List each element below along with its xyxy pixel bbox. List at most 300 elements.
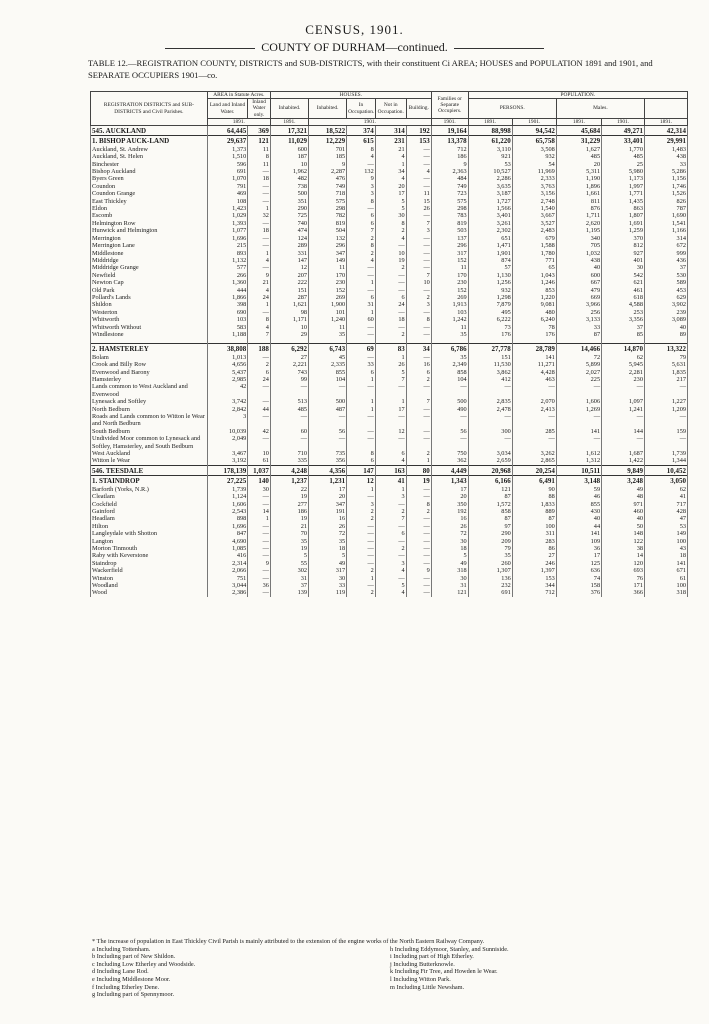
district-name: Crook and Billy Row xyxy=(91,361,208,368)
value-cell: 4 xyxy=(375,235,406,242)
value-cell: 147 xyxy=(270,257,308,264)
value-cell: 2 xyxy=(347,589,376,596)
value-cell: 298 xyxy=(309,205,347,212)
value-cell: 1 xyxy=(375,486,406,493)
value-cell: 2 xyxy=(248,361,271,368)
value-cell: 27 xyxy=(512,552,556,559)
value-cell: 672 xyxy=(644,242,687,249)
value-cell: 705 xyxy=(556,242,601,249)
year-houses-1901: 1901. xyxy=(309,118,432,125)
value-cell: 1,739 xyxy=(207,486,248,493)
value-cell: 16 xyxy=(309,515,347,522)
value-cell: 4 xyxy=(347,257,376,264)
value-cell: 504 xyxy=(309,227,347,234)
value-cell: — xyxy=(644,435,687,450)
table-row xyxy=(91,428,688,435)
value-cell: 72 xyxy=(309,530,347,537)
table-row xyxy=(91,508,688,515)
value-cell: 21 xyxy=(375,146,406,153)
value-cell: 1,423 xyxy=(207,205,248,212)
value-cell: — xyxy=(406,235,431,242)
footnote-item: l Including Witton Park. xyxy=(390,975,451,983)
value-cell: 863 xyxy=(602,205,645,212)
value-cell: 33 xyxy=(556,324,601,331)
value-cell: 4 xyxy=(375,153,406,160)
value-cell: 8 xyxy=(347,198,376,205)
value-cell: 858 xyxy=(431,369,468,376)
footnote-item: d Including Lane Rod. xyxy=(92,968,149,976)
table-head xyxy=(91,92,688,126)
year-families: 1901. xyxy=(431,118,468,125)
value-cell: 1,242 xyxy=(431,316,468,323)
district-name: North Bedburn xyxy=(91,406,208,413)
value-cell: 29,991 xyxy=(644,136,687,146)
value-cell: 771 xyxy=(512,257,556,264)
value-cell: 10,039 xyxy=(207,428,248,435)
value-cell: 1,526 xyxy=(644,190,687,197)
value-cell: 74 xyxy=(556,575,601,582)
value-cell: 2,620 xyxy=(556,220,601,227)
table-row xyxy=(91,168,688,175)
rule-right xyxy=(454,48,544,49)
value-cell: 10,452 xyxy=(644,465,687,475)
value-cell: 362 xyxy=(431,457,468,465)
value-cell: 651 xyxy=(468,235,512,242)
value-cell: 1 xyxy=(347,309,376,316)
value-cell: 18 xyxy=(248,227,271,234)
value-cell: 8 xyxy=(248,316,271,323)
district-name: Binchester xyxy=(91,161,208,168)
value-cell: 42 xyxy=(248,428,271,435)
value-cell: 38,808 xyxy=(207,344,248,354)
value-cell: 1 xyxy=(248,250,271,257)
value-cell: 5,286 xyxy=(644,168,687,175)
table-row xyxy=(91,560,688,567)
value-cell: 108 xyxy=(207,198,248,205)
footnote-item: j Including Butterknowle. xyxy=(390,960,455,968)
value-cell: 1,043 xyxy=(512,272,556,279)
value-cell: 136 xyxy=(468,575,512,582)
value-cell: 99 xyxy=(270,376,308,383)
value-cell: 782 xyxy=(309,212,347,219)
value-cell: 90 xyxy=(512,486,556,493)
value-cell: 62 xyxy=(602,354,645,361)
district-name: Gainford xyxy=(91,508,208,515)
value-cell: — xyxy=(347,264,376,271)
year-persons-1901: 1901. xyxy=(512,118,556,125)
value-cell: 15 xyxy=(406,198,431,205)
value-cell: 1,097 xyxy=(602,398,645,405)
table-row xyxy=(91,567,688,574)
value-cell: — xyxy=(406,287,431,294)
value-cell: 87 xyxy=(512,515,556,522)
value-cell: 302 xyxy=(270,567,308,574)
district-name: Whitworth xyxy=(91,316,208,323)
value-cell: 347 xyxy=(309,250,347,257)
value-cell: 1,132 xyxy=(207,257,248,264)
value-cell: 480 xyxy=(512,309,556,316)
value-cell: 21 xyxy=(270,523,308,530)
value-cell: — xyxy=(556,435,601,450)
value-cell: 723 xyxy=(431,190,468,197)
value-cell: — xyxy=(556,383,601,398)
value-cell: 19 xyxy=(270,515,308,522)
col-males: Males. xyxy=(556,99,644,119)
value-cell: 927 xyxy=(602,250,645,257)
value-cell: 151 xyxy=(468,354,512,361)
value-cell: 17 xyxy=(375,406,406,413)
value-cell: 289 xyxy=(270,242,308,249)
value-cell: 667 xyxy=(556,279,601,286)
col-not-in-occupation: Not in Occupation. xyxy=(375,99,406,119)
year-males-1891: 1891. xyxy=(556,118,601,125)
value-cell: 2,865 xyxy=(512,457,556,465)
value-cell: 1,269 xyxy=(556,406,601,413)
value-cell: 61 xyxy=(248,457,271,465)
value-cell: 1,896 xyxy=(556,183,601,190)
value-cell: 42,314 xyxy=(644,126,687,136)
value-cell: 147 xyxy=(347,465,376,475)
value-cell: 239 xyxy=(644,309,687,316)
value-cell: 35 xyxy=(431,354,468,361)
value-cell: 19 xyxy=(270,545,308,552)
value-cell: 2 xyxy=(347,250,376,257)
value-cell: 575 xyxy=(309,198,347,205)
value-cell: — xyxy=(248,220,271,227)
value-cell: 34 xyxy=(406,344,431,354)
table-row xyxy=(91,369,688,376)
value-cell: 8 xyxy=(347,450,376,457)
table-row xyxy=(91,398,688,405)
value-cell: 38 xyxy=(602,545,645,552)
district-name: Windlestone xyxy=(91,331,208,338)
value-cell: — xyxy=(248,545,271,552)
value-cell: 100 xyxy=(512,523,556,530)
value-cell: 436 xyxy=(644,257,687,264)
value-cell: — xyxy=(406,552,431,559)
value-cell: 11 xyxy=(248,146,271,153)
value-cell: 5,437 xyxy=(207,369,248,376)
year-area: 1891. xyxy=(207,118,270,125)
value-cell: 1,770 xyxy=(602,146,645,153)
value-cell: 347 xyxy=(309,501,347,508)
table-row xyxy=(91,545,688,552)
value-cell: 9 xyxy=(248,560,271,567)
value-cell: 2,302 xyxy=(468,227,512,234)
value-cell: 3,467 xyxy=(207,450,248,457)
value-cell: — xyxy=(406,493,431,500)
value-cell: — xyxy=(347,413,376,428)
value-cell: 4 xyxy=(375,589,406,596)
value-cell: 60 xyxy=(347,316,376,323)
value-cell: 140 xyxy=(248,476,271,486)
table-row xyxy=(91,309,688,316)
value-cell: 2,748 xyxy=(512,198,556,205)
value-cell: 2 xyxy=(375,508,406,515)
value-cell: 331 xyxy=(270,250,308,257)
value-cell: 2,483 xyxy=(512,227,556,234)
value-cell: 5,980 xyxy=(602,168,645,175)
value-cell: 2,335 xyxy=(309,361,347,368)
value-cell: 53 xyxy=(468,161,512,168)
value-cell: 1,606 xyxy=(207,501,248,508)
value-cell: 1,227 xyxy=(644,398,687,405)
value-cell: 710 xyxy=(270,450,308,457)
value-cell: 1,209 xyxy=(644,406,687,413)
value-cell: 119 xyxy=(309,589,347,596)
value-cell: 5 xyxy=(375,205,406,212)
value-cell: 72 xyxy=(556,354,601,361)
value-cell: 3,110 xyxy=(468,146,512,153)
value-cell: 269 xyxy=(309,294,347,301)
value-cell: 11 xyxy=(431,324,468,331)
value-cell: 1 xyxy=(248,301,271,308)
value-cell: 2,413 xyxy=(512,406,556,413)
value-cell: 1,727 xyxy=(468,198,512,205)
value-cell: — xyxy=(248,589,271,596)
value-cell: 370 xyxy=(602,235,645,242)
footnotes-right xyxy=(390,946,688,999)
value-cell: 1,344 xyxy=(644,457,687,465)
value-cell: 812 xyxy=(602,242,645,249)
footnote-item: m Including Little Newsham. xyxy=(390,983,465,991)
value-cell: 176 xyxy=(512,331,556,338)
value-cell: 44 xyxy=(248,406,271,413)
table-row xyxy=(91,301,688,308)
value-cell: 2 xyxy=(406,450,431,457)
value-cell: 1,393 xyxy=(207,220,248,227)
value-cell: 3,401 xyxy=(468,212,512,219)
value-cell: — xyxy=(406,523,431,530)
district-name: 545. AUCKLAND xyxy=(91,126,208,136)
value-cell: 6,743 xyxy=(309,344,347,354)
value-cell: 32 xyxy=(248,212,271,219)
value-cell: 192 xyxy=(431,508,468,515)
value-cell: 932 xyxy=(468,287,512,294)
value-cell: 889 xyxy=(512,508,556,515)
value-cell: 855 xyxy=(556,501,601,508)
value-cell: 2 xyxy=(406,376,431,383)
value-cell: 1,070 xyxy=(207,175,248,182)
value-cell: — xyxy=(375,272,406,279)
value-cell: 88,998 xyxy=(468,126,512,136)
district-name: Roads and Lands common to Witton le Wear and North Bedburn xyxy=(91,413,208,428)
value-cell: 1,900 xyxy=(309,301,347,308)
value-cell: — xyxy=(248,183,271,190)
value-cell: — xyxy=(431,435,468,450)
value-cell: 1,807 xyxy=(602,212,645,219)
value-cell: — xyxy=(406,515,431,522)
value-cell: 6 xyxy=(375,530,406,537)
value-cell: 121 xyxy=(468,486,512,493)
value-cell: 874 xyxy=(468,257,512,264)
value-cell: — xyxy=(406,242,431,249)
value-cell: 500 xyxy=(270,190,308,197)
value-cell: 1,397 xyxy=(512,567,556,574)
district-name: 1. BISHOP AUCK-LAND xyxy=(91,136,208,146)
value-cell: 712 xyxy=(512,589,556,596)
value-cell: 41 xyxy=(375,476,406,486)
value-cell: 59 xyxy=(556,486,601,493)
value-cell: 484 xyxy=(431,175,468,182)
value-cell: 2,333 xyxy=(512,175,556,182)
value-cell: 31 xyxy=(347,301,376,308)
value-cell: 691 xyxy=(207,168,248,175)
value-cell: 1,771 xyxy=(602,190,645,197)
value-cell: — xyxy=(347,493,376,500)
value-cell: 4,248 xyxy=(270,465,308,475)
table-row xyxy=(91,264,688,271)
value-cell: — xyxy=(375,435,406,450)
value-cell: 120 xyxy=(602,560,645,567)
value-cell: 9,081 xyxy=(512,301,556,308)
value-cell: 137 xyxy=(431,235,468,242)
table-row xyxy=(91,530,688,537)
value-cell: 163 xyxy=(375,465,406,475)
value-cell: 369 xyxy=(248,126,271,136)
value-cell: 932 xyxy=(512,153,556,160)
value-cell: 701 xyxy=(309,146,347,153)
value-cell: 11 xyxy=(248,161,271,168)
value-cell: 9 xyxy=(347,175,376,182)
value-cell: 1,422 xyxy=(602,457,645,465)
value-cell: 600 xyxy=(556,272,601,279)
table-row xyxy=(91,183,688,190)
value-cell: 10 xyxy=(406,279,431,286)
value-cell: 186 xyxy=(431,153,468,160)
value-cell: 487 xyxy=(309,406,347,413)
district-name: Cleatlam xyxy=(91,493,208,500)
value-cell: 1 xyxy=(347,486,376,493)
district-name: Headlam xyxy=(91,515,208,522)
value-cell: 24 xyxy=(375,301,406,308)
value-cell: — xyxy=(406,264,431,271)
value-cell: 87 xyxy=(468,515,512,522)
value-cell: 152 xyxy=(309,287,347,294)
footnote-item: h Including Eddymoor, Stanley, and Sunniside. xyxy=(390,945,509,953)
value-cell: 826 xyxy=(644,198,687,205)
table-row xyxy=(91,331,688,338)
value-cell: 209 xyxy=(468,538,512,545)
value-cell: 152 xyxy=(431,287,468,294)
value-cell: — xyxy=(309,413,347,428)
value-cell: 317 xyxy=(309,567,347,574)
value-cell: 2 xyxy=(375,264,406,271)
value-cell: 54 xyxy=(512,161,556,168)
value-cell: 1,621 xyxy=(270,301,308,308)
value-cell: 159 xyxy=(644,428,687,435)
value-cell: 3 xyxy=(375,560,406,567)
value-cell: — xyxy=(248,530,271,537)
value-cell: — xyxy=(375,523,406,530)
value-cell: 6 xyxy=(347,457,376,465)
value-cell: 691 xyxy=(468,589,512,596)
table-body xyxy=(91,126,688,597)
value-cell: 1,866 xyxy=(207,294,248,301)
value-cell: 28,789 xyxy=(512,344,556,354)
value-cell: 735 xyxy=(309,450,347,457)
value-cell: 10,511 xyxy=(556,465,601,475)
census-table xyxy=(90,91,688,597)
value-cell: 6 xyxy=(347,220,376,227)
value-cell: 847 xyxy=(207,530,248,537)
table-row xyxy=(91,486,688,493)
value-cell: 819 xyxy=(431,220,468,227)
value-cell: 4 xyxy=(375,457,406,465)
value-cell: 712 xyxy=(431,146,468,153)
value-cell: 3,635 xyxy=(468,183,512,190)
value-cell: 20 xyxy=(309,493,347,500)
value-cell: 485 xyxy=(602,153,645,160)
value-cell: — xyxy=(347,205,376,212)
value-cell: — xyxy=(406,428,431,435)
value-cell: — xyxy=(406,486,431,493)
value-cell: — xyxy=(406,538,431,545)
value-cell: 1,259 xyxy=(602,227,645,234)
value-cell: 479 xyxy=(556,287,601,294)
value-cell: 1,237 xyxy=(270,476,308,486)
value-cell: 1,566 xyxy=(468,205,512,212)
value-cell: 132 xyxy=(347,168,376,175)
value-cell: 1 xyxy=(347,398,376,405)
value-cell: 1,241 xyxy=(602,406,645,413)
value-cell: 30 xyxy=(431,575,468,582)
table-row xyxy=(91,153,688,160)
value-cell: 311 xyxy=(512,530,556,537)
value-cell: 121 xyxy=(431,589,468,596)
value-cell: 1,510 xyxy=(207,153,248,160)
value-cell: 49 xyxy=(431,560,468,567)
value-cell: — xyxy=(347,530,376,537)
value-cell: 17 xyxy=(309,486,347,493)
district-name: Eldon xyxy=(91,205,208,212)
value-cell: 1,343 xyxy=(431,476,468,486)
district-name: Middridge Grange xyxy=(91,264,208,271)
value-cell: 36 xyxy=(556,545,601,552)
value-cell: 60 xyxy=(270,428,308,435)
value-cell: 1,307 xyxy=(468,567,512,574)
value-cell: 401 xyxy=(602,257,645,264)
year-females-1891: 1891. xyxy=(644,118,687,125)
district-name: Raby with Keverstone xyxy=(91,552,208,559)
value-cell: 7 xyxy=(375,376,406,383)
value-cell: 3,133 xyxy=(556,316,601,323)
footnote-item: c Including Low Etherley and Woodside. xyxy=(92,960,196,968)
value-cell: 971 xyxy=(602,501,645,508)
value-cell: — xyxy=(347,428,376,435)
district-name: Whitworth Without xyxy=(91,324,208,331)
district-name: Hunwick and Helmington xyxy=(91,227,208,234)
value-cell: 141 xyxy=(644,560,687,567)
value-cell: 2,281 xyxy=(602,369,645,376)
value-cell: 98 xyxy=(270,309,308,316)
value-cell: 5,899 xyxy=(556,361,601,368)
value-cell: 87 xyxy=(468,493,512,500)
value-cell: 3,902 xyxy=(644,301,687,308)
value-cell: 1,360 xyxy=(207,279,248,286)
value-cell: 583 xyxy=(207,324,248,331)
value-cell: 1,373 xyxy=(207,146,248,153)
value-cell: 898 xyxy=(207,515,248,522)
value-cell: 35 xyxy=(468,552,512,559)
value-cell: 22 xyxy=(270,486,308,493)
value-cell: 37 xyxy=(644,264,687,271)
value-cell: 176 xyxy=(468,331,512,338)
value-cell: 600 xyxy=(270,146,308,153)
value-cell: 2,478 xyxy=(468,406,512,413)
value-cell: — xyxy=(347,552,376,559)
value-cell: 20 xyxy=(556,161,601,168)
